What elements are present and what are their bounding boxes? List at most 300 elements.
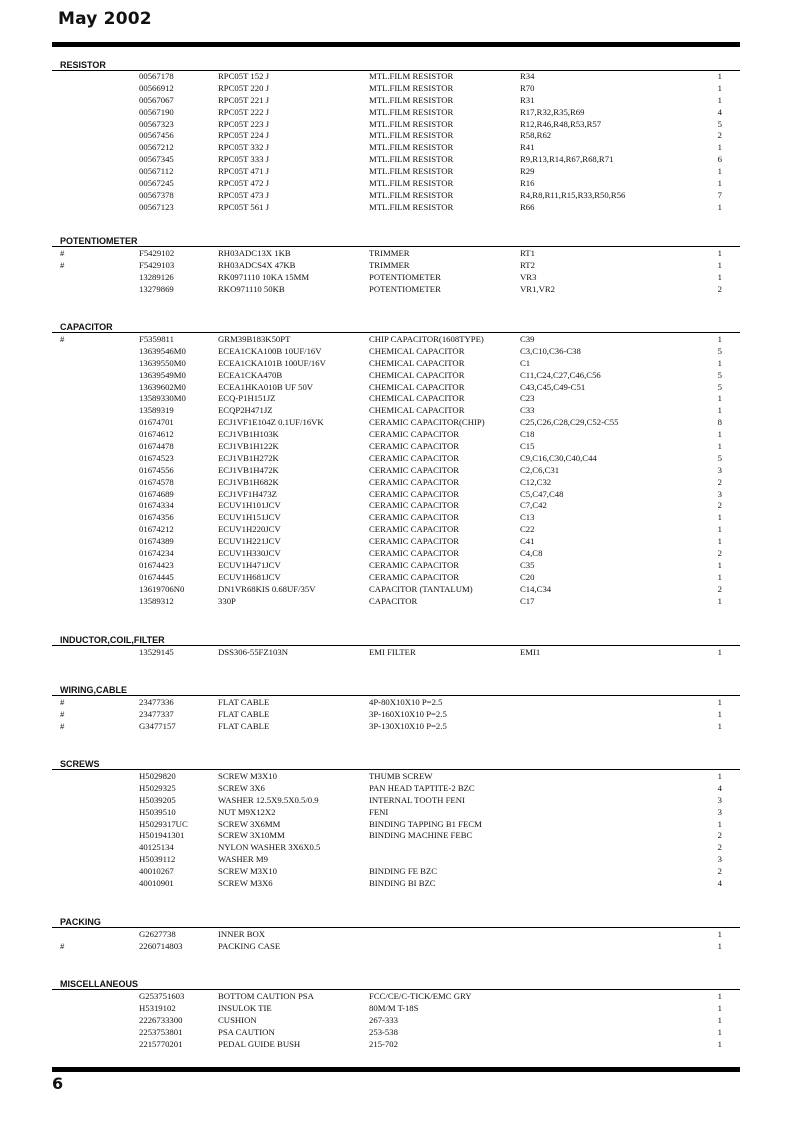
table-row <box>52 260 740 272</box>
part-model: BOTTOM CAUTION PSA <box>218 991 314 1001</box>
table-row <box>52 107 740 119</box>
part-model: RH03ADC13X 1KB <box>218 248 291 258</box>
part-model: ECJ1VB1H122K <box>218 441 279 452</box>
part-reference: C7,C42 <box>520 500 547 511</box>
part-model: ECJ1VB1H682K <box>218 476 279 487</box>
table-row <box>52 248 740 260</box>
part-description: 267-333 <box>369 1014 398 1025</box>
part-model: ECQP2H471JZ <box>218 405 273 416</box>
part-number: 23477336 <box>139 697 174 707</box>
page-number: 6 <box>52 1074 64 1093</box>
table-row <box>52 697 740 709</box>
part-model: ECEA1CKA470B <box>218 369 283 380</box>
table-row <box>52 272 740 284</box>
part-quantity: 2 <box>717 548 722 559</box>
part-model: RPC05T 223 J <box>218 118 270 129</box>
part-number: 23477337 <box>139 708 174 719</box>
part-model: SCREW 3X6 <box>218 782 265 793</box>
part-number: G2627738 <box>139 929 176 939</box>
table-row <box>52 819 740 831</box>
part-number: H5029325 <box>139 782 176 793</box>
part-number: 00567245 <box>139 178 174 189</box>
part-reference: C20 <box>520 571 535 582</box>
part-description: MTL.FILM RESISTOR <box>369 154 454 165</box>
table-row <box>52 878 740 890</box>
part-description: CHEMICAL CAPACITOR <box>369 357 465 368</box>
table-row <box>52 358 740 370</box>
part-reference: C15 <box>520 441 535 452</box>
table-row <box>52 346 740 358</box>
part-number: H5039205 <box>139 794 176 805</box>
part-quantity: 1 <box>717 771 722 781</box>
part-description: TRIMMER <box>369 248 410 258</box>
section-rule <box>52 927 740 928</box>
part-mark: # <box>60 940 65 951</box>
table-row <box>52 370 740 382</box>
part-quantity: 1 <box>717 595 722 606</box>
part-reference: VR3 <box>520 271 537 282</box>
part-quantity: 2 <box>717 583 722 594</box>
table-row <box>52 202 740 214</box>
part-number: 2215770201 <box>139 1038 183 1049</box>
part-model: ECUV1H101JCV <box>218 500 281 511</box>
part-number: 00567123 <box>139 201 174 212</box>
part-reference: C22 <box>520 524 535 535</box>
part-reference: C23 <box>520 393 535 404</box>
part-description: MTL.FILM RESISTOR <box>369 201 454 212</box>
part-description: BINDING BI BZC <box>369 878 436 889</box>
table-row <box>52 795 740 807</box>
part-number: 13639602M0 <box>139 381 186 392</box>
part-description: CERAMIC CAPACITOR <box>369 476 460 487</box>
part-model: CUSHION <box>218 1014 257 1025</box>
part-quantity: 1 <box>717 178 722 189</box>
table-row <box>52 429 740 441</box>
part-description: CHIP CAPACITOR(1608TYPE) <box>369 334 484 344</box>
table-row <box>52 830 740 842</box>
table-row <box>52 166 740 178</box>
part-number: G3477157 <box>139 720 176 731</box>
part-model: RPC05T 561 J <box>218 201 270 212</box>
part-description: CERAMIC CAPACITOR <box>369 452 460 463</box>
part-model: ECJ1VB1H103K <box>218 429 279 440</box>
part-number: 01674701 <box>139 417 174 428</box>
section-rule <box>52 332 740 333</box>
part-quantity: 2 <box>717 130 722 141</box>
part-description: CAPACITOR (TANTALUM) <box>369 583 473 594</box>
part-reference: R4,R8,R11,R15,R33,R50,R56 <box>520 189 626 200</box>
section-title-potentiometer: POTENTIOMETER <box>60 236 138 246</box>
part-mark: # <box>60 248 65 258</box>
part-model: ECUV1H221JCV <box>218 536 281 547</box>
table-row <box>52 393 740 405</box>
part-quantity: 1 <box>717 559 722 570</box>
part-description: MTL.FILM RESISTOR <box>369 106 454 117</box>
table-row <box>52 524 740 536</box>
part-reference: C14,C34 <box>520 583 552 594</box>
part-reference: C4,C8 <box>520 548 543 559</box>
part-description: CHEMICAL CAPACITOR <box>369 381 465 392</box>
table-row <box>52 572 740 584</box>
table-row <box>52 334 740 346</box>
part-reference: R17,R32,R35,R69 <box>520 106 585 117</box>
table-row <box>52 417 740 429</box>
part-quantity: 1 <box>717 1002 722 1013</box>
part-model: RKO971110 50KB <box>218 283 285 294</box>
part-number: H5039112 <box>139 854 176 865</box>
part-quantity: 1 <box>717 248 722 258</box>
part-description: FENI <box>369 806 389 817</box>
part-number: 40125134 <box>139 842 174 853</box>
part-model: RPC05T 224 J <box>218 130 270 141</box>
part-description: 3P-160X10X10 P=2.5 <box>369 708 447 719</box>
part-number: 01674356 <box>139 512 174 523</box>
part-model: INNER BOX <box>218 929 266 939</box>
part-description: CERAMIC CAPACITOR <box>369 559 460 570</box>
part-description: CHEMICAL CAPACITOR <box>369 345 465 356</box>
part-number: 01674478 <box>139 441 174 452</box>
part-number: 40010267 <box>139 866 174 877</box>
part-description: CERAMIC CAPACITOR <box>369 536 460 547</box>
part-description: MTL.FILM RESISTOR <box>369 71 454 81</box>
part-quantity: 1 <box>717 94 722 105</box>
part-model: SCREW M3X6 <box>218 878 273 889</box>
part-description: TRIMMER <box>369 259 410 270</box>
parts-table-packing <box>52 929 740 953</box>
part-quantity: 1 <box>717 334 722 344</box>
part-number: 01674689 <box>139 488 174 499</box>
part-model: PSA CAUTION <box>218 1026 275 1037</box>
section-rule <box>52 769 740 770</box>
parts-table-capacitor <box>52 334 740 607</box>
part-number: 13639549M0 <box>139 369 186 380</box>
part-model: INSULOK TIE <box>218 1002 272 1013</box>
part-reference: RT1 <box>520 248 535 258</box>
part-description: CERAMIC CAPACITOR <box>369 524 460 535</box>
part-number: 13529145 <box>139 647 174 657</box>
table-row <box>52 500 740 512</box>
part-description: MTL.FILM RESISTOR <box>369 142 454 153</box>
part-reference: R34 <box>520 71 535 81</box>
table-row <box>52 130 740 142</box>
part-model: RPC05T 332 J <box>218 142 270 153</box>
part-number: 01674334 <box>139 500 174 511</box>
table-row <box>52 477 740 489</box>
table-row <box>52 119 740 131</box>
part-number: 13639550M0 <box>139 357 186 368</box>
part-reference: C35 <box>520 559 535 570</box>
part-description: BINDING MACHINE FEBC <box>369 830 473 841</box>
top-rule <box>52 42 740 47</box>
part-model: ECEA1CKA101B 100UF/16V <box>218 357 326 368</box>
table-row <box>52 991 740 1003</box>
part-number: 00567323 <box>139 118 174 129</box>
parts-table-inductor <box>52 647 740 659</box>
table-row <box>52 71 740 83</box>
part-model: ECUV1H681JCV <box>218 571 281 582</box>
part-description: CERAMIC CAPACITOR <box>369 488 460 499</box>
part-quantity: 5 <box>717 118 722 129</box>
part-quantity: 1 <box>717 166 722 177</box>
part-model: ECJ1VF1E104Z 0.1UF/16VK <box>218 417 324 428</box>
part-description: INTERNAL TOOTH FENI <box>369 794 465 805</box>
part-model: ECQ-P1H151JZ <box>218 393 276 404</box>
part-number: 2260714803 <box>139 940 183 951</box>
part-model: DSS306-55FZ103N <box>218 647 288 657</box>
part-reference: C1 <box>520 357 531 368</box>
table-row <box>52 453 740 465</box>
part-description: BINDING TAPPING B1 FECM <box>369 818 482 829</box>
part-number: 13589330M0 <box>139 393 186 404</box>
part-reference: R66 <box>520 201 535 212</box>
part-model: FLAT CABLE <box>218 720 270 731</box>
part-quantity: 1 <box>717 940 722 951</box>
table-row <box>52 842 740 854</box>
part-description: CERAMIC CAPACITOR(CHIP) <box>369 417 485 428</box>
part-number: 00567178 <box>139 71 174 81</box>
parts-table-miscellaneous <box>52 991 740 1050</box>
table-row <box>52 783 740 795</box>
part-description: POTENTIOMETER <box>369 271 441 282</box>
part-number: 00567456 <box>139 130 174 141</box>
part-model: RPC05T 152 J <box>218 71 270 81</box>
table-row <box>52 441 740 453</box>
part-reference: C18 <box>520 429 535 440</box>
table-row <box>52 596 740 608</box>
parts-table-wiring <box>52 697 740 733</box>
table-row <box>52 405 740 417</box>
part-quantity: 4 <box>717 782 722 793</box>
part-number: 01674212 <box>139 524 174 535</box>
part-number: 00567212 <box>139 142 174 153</box>
part-number: H5029820 <box>139 771 176 781</box>
section-title-wiring-cable: WIRING,CABLE <box>60 685 127 695</box>
part-model: ECUV1H330JCV <box>218 548 281 559</box>
part-reference: C17 <box>520 595 535 606</box>
table-row <box>52 941 740 953</box>
part-description: 253-538 <box>369 1026 398 1037</box>
part-model: RPC05T 222 J <box>218 106 270 117</box>
part-description: 3P-130X10X10 P=2.5 <box>369 720 447 731</box>
part-number: H5319102 <box>139 1002 176 1013</box>
part-mark: # <box>60 334 65 344</box>
part-quantity: 3 <box>717 464 722 475</box>
part-number: H5039510 <box>139 806 176 817</box>
part-model: NUT M9X12X2 <box>218 806 276 817</box>
part-number: 2226733300 <box>139 1014 183 1025</box>
table-row <box>52 190 740 202</box>
part-model: RH03ADCS4X 47KB <box>218 259 296 270</box>
page-header-date: May 2002 <box>58 9 152 29</box>
part-number: H5029317UC <box>139 818 188 829</box>
part-description: CHEMICAL CAPACITOR <box>369 393 465 404</box>
table-row <box>52 584 740 596</box>
part-model: DN1VR68KIS 0.68UF/35V <box>218 583 316 594</box>
part-quantity: 1 <box>717 429 722 440</box>
section-title-capacitor: CAPACITOR <box>60 322 113 332</box>
table-row <box>52 548 740 560</box>
section-rule <box>52 989 740 990</box>
table-row <box>52 489 740 501</box>
table-row <box>52 1039 740 1051</box>
part-model: FLAT CABLE <box>218 708 270 719</box>
part-number: 00567067 <box>139 94 174 105</box>
part-quantity: 1 <box>717 82 722 93</box>
table-row <box>52 709 740 721</box>
part-quantity: 2 <box>717 842 722 853</box>
part-description: FCC/CE/C-TICK/EMC GRY <box>369 991 472 1001</box>
part-number: 2253753801 <box>139 1026 183 1037</box>
part-quantity: 1 <box>717 720 722 731</box>
part-model: RPC05T 471 J <box>218 166 270 177</box>
part-model: SCREW 3X6MM <box>218 818 281 829</box>
part-model: FLAT CABLE <box>218 697 270 707</box>
part-model: RPC05T 472 J <box>218 178 270 189</box>
part-number: G253751603 <box>139 991 185 1001</box>
section-rule <box>52 695 740 696</box>
part-reference: R16 <box>520 178 535 189</box>
part-model: RPC05T 221 J <box>218 94 270 105</box>
part-reference: R12,R46,R48,R53,R57 <box>520 118 602 129</box>
bottom-rule <box>52 1067 740 1072</box>
section-title-miscellaneous: MISCELLANEOUS <box>60 979 139 989</box>
part-reference: C13 <box>520 512 535 523</box>
part-quantity: 1 <box>717 536 722 547</box>
parts-table-screws <box>52 771 740 890</box>
part-model: 330P <box>218 595 236 606</box>
part-quantity: 1 <box>717 991 722 1001</box>
part-quantity: 1 <box>717 1038 722 1049</box>
part-reference: R29 <box>520 166 535 177</box>
part-quantity: 1 <box>717 271 722 282</box>
part-number: H501941301 <box>139 830 185 841</box>
part-number: 00566912 <box>139 82 174 93</box>
part-number: F5429102 <box>139 248 175 258</box>
part-description: CERAMIC CAPACITOR <box>369 548 460 559</box>
part-mark: # <box>60 708 65 719</box>
part-reference: R41 <box>520 142 535 153</box>
table-row <box>52 154 740 166</box>
part-description: MTL.FILM RESISTOR <box>369 94 454 105</box>
section-title-screws: SCREWS <box>60 759 100 769</box>
table-row <box>52 382 740 394</box>
part-description: CERAMIC CAPACITOR <box>369 441 460 452</box>
part-quantity: 7 <box>717 189 722 200</box>
part-model: ECEA1HKA010B UF 50V <box>218 381 314 392</box>
part-reference: C5,C47,C48 <box>520 488 564 499</box>
part-reference: C39 <box>520 334 535 344</box>
part-quantity: 1 <box>717 647 722 657</box>
part-quantity: 1 <box>717 393 722 404</box>
part-quantity: 2 <box>717 500 722 511</box>
part-description: MTL.FILM RESISTOR <box>369 166 454 177</box>
part-description: THUMB SCREW <box>369 771 433 781</box>
part-quantity: 5 <box>717 452 722 463</box>
part-quantity: 1 <box>717 201 722 212</box>
part-quantity: 1 <box>717 929 722 939</box>
part-description: CERAMIC CAPACITOR <box>369 500 460 511</box>
part-number: 13639546M0 <box>139 345 186 356</box>
part-description: BINDING FE BZC <box>369 866 438 877</box>
part-reference: RT2 <box>520 259 535 270</box>
part-description: MTL.FILM RESISTOR <box>369 118 454 129</box>
table-row <box>52 560 740 572</box>
part-reference: C2,C6,C31 <box>520 464 560 475</box>
part-quantity: 2 <box>717 476 722 487</box>
part-number: 13619706N0 <box>139 583 185 594</box>
part-model: ECEA1CKA100B 10UF/16V <box>218 345 322 356</box>
part-quantity: 2 <box>717 830 722 841</box>
part-reference: C3,C10,C36-C38 <box>520 345 581 356</box>
part-description: PAN HEAD TAPTITE-2 BZC <box>369 782 475 793</box>
part-reference: C41 <box>520 536 535 547</box>
part-quantity: 5 <box>717 345 722 356</box>
part-model: WASHER M9 <box>218 854 268 865</box>
part-description: CERAMIC CAPACITOR <box>369 429 460 440</box>
part-quantity: 1 <box>717 71 722 81</box>
part-quantity: 6 <box>717 154 722 165</box>
table-row <box>52 866 740 878</box>
table-row <box>52 771 740 783</box>
part-quantity: 1 <box>717 1026 722 1037</box>
part-quantity: 1 <box>717 259 722 270</box>
part-quantity: 5 <box>717 381 722 392</box>
part-quantity: 1 <box>717 357 722 368</box>
part-reference: C25,C26,C28,C29,C52-C55 <box>520 417 619 428</box>
part-model: ECJ1VF1H473Z <box>218 488 277 499</box>
part-mark: # <box>60 259 65 270</box>
part-number: 01674556 <box>139 464 174 475</box>
part-description: 4P-80X10X10 P=2.5 <box>369 697 443 707</box>
part-number: 01674578 <box>139 476 174 487</box>
table-row <box>52 142 740 154</box>
part-model: SCREW M3X10 <box>218 771 277 781</box>
part-quantity: 1 <box>717 441 722 452</box>
table-row <box>52 1003 740 1015</box>
table-row <box>52 536 740 548</box>
section-title-packing: PACKING <box>60 917 101 927</box>
parts-table-resistor <box>52 71 740 214</box>
part-model: SCREW 3X10MM <box>218 830 285 841</box>
part-model: RPC05T 220 J <box>218 82 270 93</box>
part-model: ECUV1H151JCV <box>218 512 281 523</box>
part-number: 13279869 <box>139 283 174 294</box>
part-model: NYLON WASHER 3X6X0.5 <box>218 842 321 853</box>
part-description: CERAMIC CAPACITOR <box>369 512 460 523</box>
part-number: 00567345 <box>139 154 174 165</box>
part-quantity: 2 <box>717 283 722 294</box>
part-mark: # <box>60 697 65 707</box>
part-model: GRM39B183K50PT <box>218 334 291 344</box>
part-reference: VR1,VR2 <box>520 283 555 294</box>
part-description: MTL.FILM RESISTOR <box>369 178 454 189</box>
table-row <box>52 95 740 107</box>
part-number: F5429103 <box>139 259 175 270</box>
part-model: PACKING CASE <box>218 940 281 951</box>
table-row <box>52 83 740 95</box>
part-number: 01674234 <box>139 548 174 559</box>
part-number: 00567112 <box>139 166 174 177</box>
part-quantity: 8 <box>717 417 722 428</box>
part-number: F5359811 <box>139 334 174 344</box>
part-description: 80M/M T-18S <box>369 1002 419 1013</box>
part-quantity: 1 <box>717 512 722 523</box>
part-description: CAPACITOR <box>369 595 418 606</box>
table-row <box>52 178 740 190</box>
section-rule <box>52 246 740 247</box>
part-number: 01674523 <box>139 452 174 463</box>
part-reference: C11,C24,C27,C46,C56 <box>520 369 601 380</box>
